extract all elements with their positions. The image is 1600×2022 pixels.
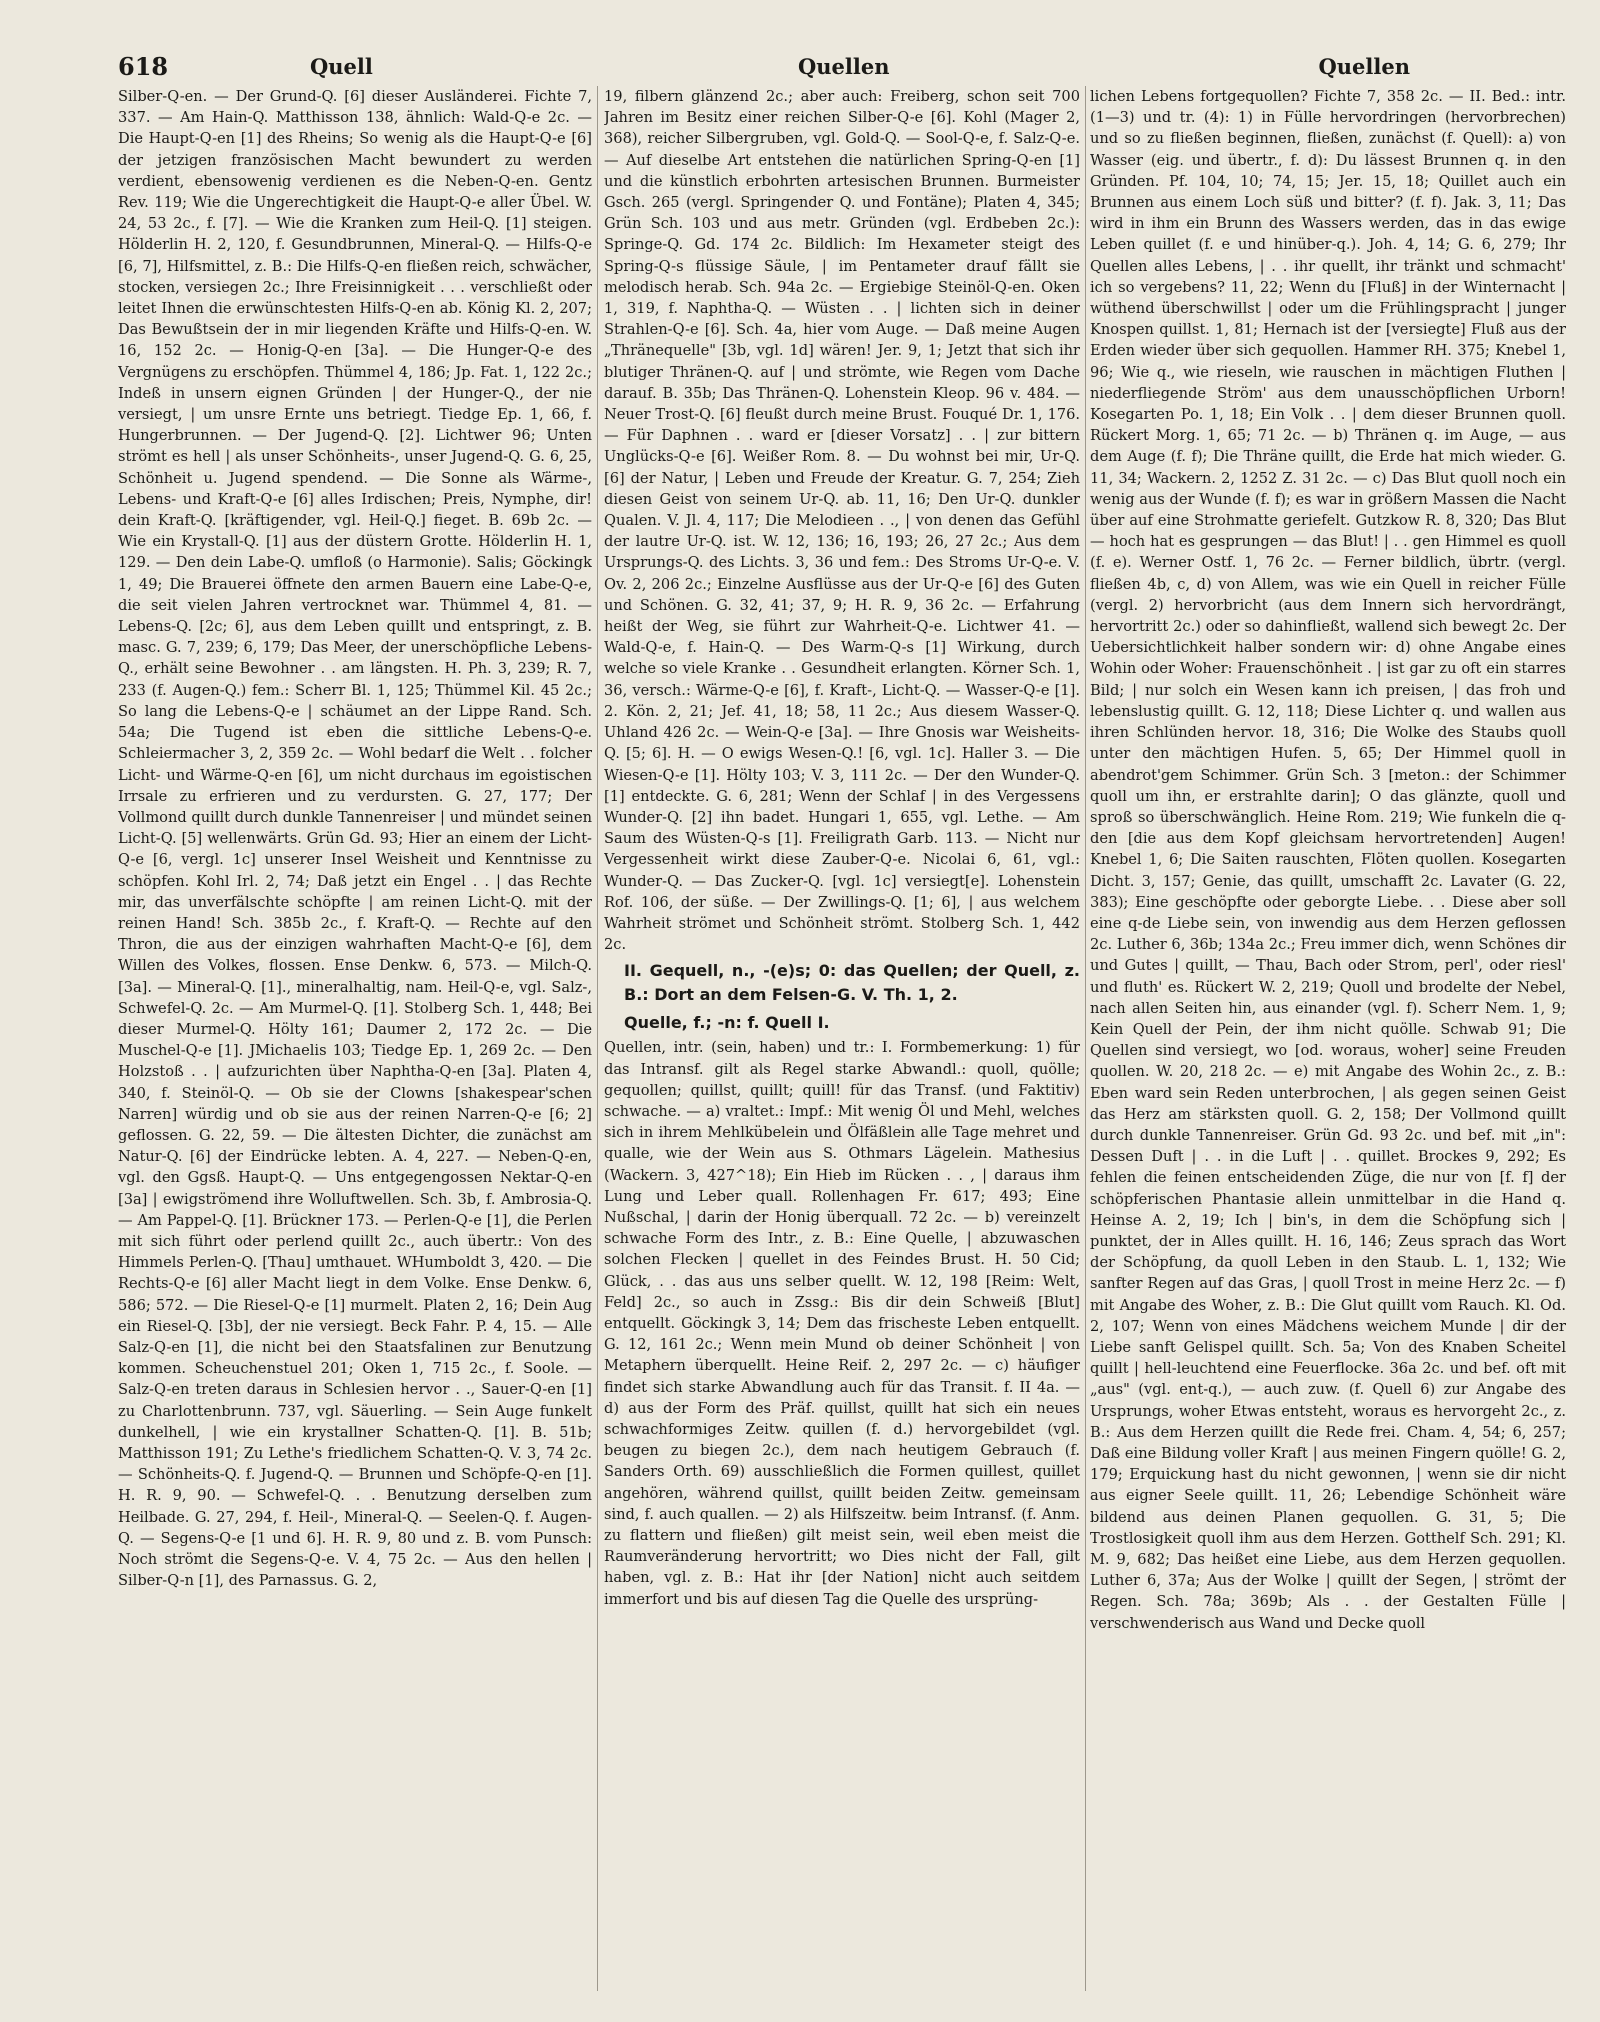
- column-2: [604, 86, 1080, 1998]
- center-headword: Quellen: [798, 54, 890, 79]
- right-headword: Quellen: [1318, 54, 1410, 79]
- page-header: [118, 52, 1560, 86]
- page-number: 618: [118, 52, 169, 81]
- column-divider: [1085, 86, 1086, 1991]
- column-text: 19, filbern glänzend 2c.; aber auch: Freiberg, schon seit 700 Jahren im Besitz einer reichen Silber-Q-e [6]. Kohl (Mager 2, 368), reicher Silbergruben, vgl. Gold-Q. — Sool-Q-e, f. Salz-Q-e. — Auf dieselbe Art entstehen die natürlichen Spring-Q-en [1] und die künstlich erbohrten artesischen Brunnen. Burmeister Gsch. 265 (vergl. Springender Q. und Fontäne); Platen 4, 345; Grün Sch. 103 und aus metr. Gründen (vgl. Erdbeben 2c.): Springe-Q. Gd. 174 2c. Bildlich: Im Hexameter steigt des Spring-Q-s flüssige Säule, | im Pentameter drauf fällt sie melodisch herab. Sch. 94a 2c. — Ergiebige Steinöl-Q-en. Oken 1, 319, f. Naphtha-Q. — Wüsten . . | lichten sich in deiner Strahlen-Q-e [6]. Sch. 4a, hier vom Auge. — Daß meine Augen „Thränequelle" [3b, vgl. 1d] wären! Jer. 9, 1; Jetzt that sich ihr blutiger Thränen-Q. auf | und strömte, wie Regen vom Dache darauf. B. 35b; Das Thränen-Q. Lohenstein Kleop. 96 v. 484. — Neuer Trost-Q. [6] fleußt durch meine Brust. Fouqué Dr. 1, 176. — Für Daphnen . . ward er [dieser Vorsatz] . . | zur bittern Unglücks-Q-e [6]. Weißer Rom. 8. — Du wohnst bei mir, Ur-Q. [6] der Natur, | Leben und Freude der Kreatur. G. 7, 254; Zieh diesen Geist von seinem Ur-Q. ab. 11, 16; Den Ur-Q. dunkler Qualen. V. Jl. 4, 117; Die Melodieen . ., | von denen das Gefühl der lautre Ur-Q. ist. W. 12, 136; 16, 193; 26, 27 2c.; Aus dem Ursprungs-Q. des Lichts. 3, 36 und fem.: Des Stroms Ur-Q-e. V. Ov. 2, 206 2c.; Einzelne Ausflüsse aus der Ur-Q-e [6] des Guten und Schönen. G. 32, 41; 37, 9; H. R. 9, 36 2c. — Erfahrung heißt der Weg, sie führt zur Wahrheit-Q-e. Lichtwer 41. — Wald-Q-e, f. Hain-Q. — Des Warm-Q-s [1] Wirkung, durch welche so viele Kranke . . Gesundheit erlangten. Körner Sch. 1, 36, versch.: Wärme-Q-e [6], f. Kraft-, Licht-Q. — Wasser-Q-e [1]. 2. Kön. 2, 21; Jef. 41, 18; 58, 11 2c.; Aus diesem Wasser-Q. Uhland 426 2c. — Wein-Q-e [3a]. — Ihre Gnosis war Weisheits-Q. [5; 6]. H. — O ewigs Wesen-Q.! [6, vgl. 1c]. Haller 3. — Die Wiesen-Q-e [1]. Hölty 103; V. 3, 111 2c. — Der den Wunder-Q. [1] entdeckte. G. 6, 281; Wenn der Schlaf | in des Vergessens Wunder-Q. [2] ihn badet. Hungari 1, 655, vgl. Lethe. — Am Saum des Wüsten-Q-s [1]. Freiligrath Garb. 113. — Nicht nur Vergessenheit wirkt diese Zauber-Q-e. Nicolai 6, 61, vgl.: Wunder-Q. — Das Zucker-Q. [vgl. 1c] versiegt[e]. Lohenstein Rof. 106, der süße. — Der Zwillings-Q. [1; 6], | aus welchem Wahrheit strömet und Schönheit strömt. Stolberg Sch. 1, 442 2c.: [604, 88, 1080, 954]
- column-text: lichen Lebens fortgequollen? Fichte 7, 358 2c. — II. Bed.: intr. (1—3) und tr. (4): 1) in Fülle hervordringen (hervorbrechen) und so zu fließen beginnen, fließen, zunächst (f. Quell): a) von Wasser (eig. und übertr., f. d): Du lässest Brunnen q. in den Gründen. Pf. 104, 10; 74, 15; Jer. 15, 18; Quillet auch ein Brunnen aus einem Loch süß und bitter? (f. f). Jak. 3, 11; Das wird in ihm ein Brunn des Wassers werden, das in das ewige Leben quillet (f. e und hinüber-q.). Joh. 4, 14; G. 6, 279; Ihr Quellen alles Lebens, | . . ihr quellt, ihr tränkt und schmacht' ich so vergebens? 11, 22; Wenn du [Fluß] in der Winternacht | wüthend überschwillst | oder um die Frühlingspracht | junger Knospen quillst. 1, 81; Hernach ist der [versiegte] Fluß aus der Erden wieder über sich gequollen. Hammer RH. 375; Knebel 1, 96; Wie q., wie rieseln, wie rauschen in mächtigen Fluthen | niederfliegende Ström' aus dem unausschöpflichen Urborn! Kosegarten Po. 1, 18; Ein Volk . . | dem dieser Brunnen quoll. Rückert Morg. 1, 65; 71 2c. — b) Thränen q. im Auge, — aus dem Auge (f. f); Die Thräne quillt, die Erde hat mich wieder. G. 11, 34; Wackern. 2, 1252 Z. 31 2c. — c) Das Blut quoll noch ein wenig aus der Wunde (f. f); es war in größern Massen die Nacht über auf eine Strohmatte geriefelt. Gutzkow R. 8, 320; Das Blut — hoch hat es gesprungen — das Blut! | . . gen Himmel es quoll (f. e). Werner Ostf. 1, 76 2c. — Ferner bildlich, übrtr. (vergl. fließen 4b, c, d) von Allem, was wie ein Quell in reicher Fülle (vergl. 2) hervorbricht (aus dem Innern sich hervordrängt, hervortritt 2c.) oder so dahinfließt, wallend sich bewegt 2c. Der Uebersichtlichkeit halber sondern wir: d) ohne Angabe eines Wohin oder Woher: Frauenschönheit . | ist gar zu oft ein starres Bild; | nur solch ein Wesen kann ich preisen, | das froh und lebenslustig quillt. G. 12, 118; Diese Lichter q. und wallen aus ihren Schlünden hervor. 18, 316; Die Wolke des Staubs quoll unter den mächtigen Hufen. 5, 65; Der Himmel quoll in abendrot'gem Schimmer. Grün Sch. 3 [meton.: der Schimmer quoll um ihn, er erstrahlte darin]; O das glänzte, quoll und sproß so überschwänglich. Heine Rom. 219; Wie funkeln die q-den [die aus dem Kopf gleichsam hervortretenden] Augen! Knebel 1, 6; Die Saiten rauschten, Flöten quollen. Kosegarten Dicht. 3, 157; Genie, das quillt, umschafft 2c. Lavater (G. 22, 383); Eine geschöpfte oder geborgte Liebe. . . Diese aber soll eine q-de Liebe sein, von inwendig aus dem Herzen geflossen 2c. Luther 6, 36b; 134a 2c.; Freu immer dich, wenn Schönes dir und Gutes | quillt, — Thau, Bach oder Strom, perl', oder riesl' und fluth' es. Rückert W. 2, 219; Quoll und brodelte der Nebel, nach allen Seiten hin, aus einander (vgl. f). Scherr Nem. 1, 9; Kein Quell der Pein, der ihm nicht quölle. Schwab 91; Die Quellen sind versiegt, wo [od. woraus, woher] seine Freuden quollen. W. 20, 218 2c. — e) mit Angabe des Wohin 2c., z. B.: Eben ward sein Reden unterbrochen, | als gegen seinen Geist das Herz am stärksten quoll. G. 2, 158; Der Vollmond quillt durch dunkle Tannenreiser. Grün Gd. 93 2c. und bef. mit „in": Dessen Duft | . . in die Luft | . . quillet. Brockes 9, 292; Es fehlen die feinen entscheidenden Züge, die nur von [f. f] der schöpferischen Phantasie allein unmittelbar in die Hand q. Heinse A. 2, 19; Ich | bin's, in dem die Schöpfung sich | punktet, der in Alles quillt. H. 16, 146; Zeus sprach das Wort der Schöpfung, da quoll Leben in den Staub. L. 1, 132; Wie sanfter Regen auf das Gras, | quoll Trost in meine Herz 2c. — f) mit Angabe des Woher, z. B.: Die Glut quillt vom Rauch. Kl. Od. 2, 107; Wenn von eines Mädchens weichem Munde | dir der Liebe sanft Gelispel quillt. Sch. 5a; Von des Knaben Scheitel quillt | hell-leuchtend eine Feuerflocke. 36a 2c. und bef. oft mit „aus" (vgl. ent-q.), — auch zuw. (f. Quell 6) zur Angabe des Ursprungs, woher Etwas entsteht, woraus es hervorgeht 2c., z. B.: Aus dem Herzen quillt die Rede frei. Cham. 4, 54; 6, 257; Daß eine Bildung voller Kraft | aus meinen Fingern quölle! G. 2, 179; Erquickung hast du nicht gewonnen, | wenn sie dir nicht aus eigner Seele quillt. 11, 26; Lebendige Schönheit wäre bildend aus deinen Planen gequollen. G. 31, 5; Die Trostlosigkeit quoll ihm aus dem Herzen. Gotthelf Sch. 291; Kl. M. 9, 682; Das heißet eine Liebe, aus dem Herzen gequollen. Luther 6, 37a; Aus der Wolke | quillt der Segen, | strömt der Regen. Sch. 78a; 369b; Als . . der Gestalten Fülle | verschwenderisch aus Wand und Decke quoll: [1090, 88, 1566, 1632]
- entry-quellen: Quellen, intr. (sein, haben) und tr.: I. Formbemerkung: 1) für das Intransf. gilt als Regel starke Abwandl.: quoll, quölle; gequollen; quillst, quillt; quill! für das Transf. (und Faktitiv) schwache. — a) vraltet.: Impf.: Mit wenig Öl und Mehl, welches sich in ihrem Mehlkübelein und Ölfäßlein alle Tage mehret und qualle, wie der Wein aus S. Othmars Lägelein. Mathesius (Wackern. 3, 427^18); Ein Hieb im Rücken . . , | daraus ihm Lung und Leber quall. Rollenhagen Fr. 617; 493; Eine Nußschal, | darin der Honig überquall. 72 2c. — b) vereinzelt schwache Form des Intr., z. B.: Eine Quelle, | abzuwaschen solchen Flecken | quellet in des Feindes Brust. H. 50 Cid; Glück, . . das aus uns selber quellt. W. 12, 198 [Reim: Welt, Feld] 2c., so auch in Zssg.: Bis dir dein Schweiß [Blut] entquellt. Göckingk 3, 14; Dem das frischeste Leben entquellt. G. 12, 161 2c.; Wenn mein Mund ob deiner Schönheit | von Metaphern überquellt. Heine Reif. 2, 297 2c. — c) häufiger findet sich starke Abwandlung auch für das Transit. f. II 4a. — d) aus der Form des Präf. quillst, quillt hat sich ein neues schwachformiges Zeitw. quillen (f. d.) hervorgebildet (vgl. beugen zu biegen 2c.), dem nach heutigem Gebrauch (f. Sanders Orth. 69) ausschließlich die Formen quillest, quillet angehören, während quillst, quillt beiden Zeitw. gemeinsam sind, f. auch quallen. — 2) als Hilfszeitw. beim Intransf. (f. Anm. zu flattern und fließen) gilt meist sein, weil eben meist die Raumveränderung hervortritt; wo Dies nicht der Fall, gilt haben, vgl. z. B.: Hat ihr [der Nation] nicht auch seitdem immerfort und bis auf diesen Tag die Quelle des ursprüng-: [604, 1039, 1080, 1608]
- entry-quelle: Quelle, f.; -n: f. Quell I.: [624, 1013, 830, 1033]
- left-headword: Quell: [310, 54, 373, 79]
- column-text: Silber-Q-en. — Der Grund-Q. [6] dieser Ausländerei. Fichte 7, 337. — Am Hain-Q. Matthisson 138, ähnlich: Wald-Q-e 2c. — Die Haupt-Q-en [1] des Rheins; So wenig als die Haupt-Q-e [6] der jetzigen französischen Macht bewundert zu werden verdient, ebensowenig verdienen es die Neben-Q-en. Gentz Rev. 119; Wie die Ungerechtigkeit die Haupt-Q-e aller Übel. W. 24, 53 2c., f. [7]. — Wie die Kranken zum Heil-Q. [1] steigen. Hölderlin H. 2, 120, f. Gesundbrunnen, Mineral-Q. — Hilfs-Q-e [6, 7], Hilfsmittel, z. B.: Die Hilfs-Q-en fließen reich, schwächer, stocken, versiegen 2c.; Ihre Freisinnigkeit . . . verschließt oder leitet Ihnen die erwünschtesten Hilfs-Q-en ab. König Kl. 2, 207; Das Bewußtsein der in mir liegenden Kräfte und Hilfs-Q-en. W. 16, 152 2c. — Honig-Q-en [3a]. — Die Hunger-Q-e des Vergnügens zu erschöpfen. Thümmel 4, 186; Jp. Fat. 1, 122 2c.; Indeß in unsern eignen Gründen | der Hunger-Q., der nie versiegt, | um unsre Ernte uns betriegt. Tiedge Ep. 1, 66, f. Hungerbrunnen. — Der Jugend-Q. [2]. Lichtwer 96; Unten strömt es hell | als unser Schönheits-, unser Jugend-Q. G. 6, 25, Schönheit u. Jugend spendend. — Die Sonne als Wärme-, Lebens- und Kraft-Q-e [6] alles Irdischen; Preis, Nymphe, dir! dein Kraft-Q. [kräftigender, vgl. Heil-Q.] fieget. B. 69b 2c. — Wie ein Krystall-Q. [1] aus der düstern Grotte. Hölderlin H. 1, 129. — Den dein Labe-Q. umfloß (o Harmonie). Salis; Göckingk 1, 49; Die Brauerei öffnete den armen Bauern eine Labe-Q-e, die seit vielen Jahren vertrocknet war. Thümmel 4, 81. — Lebens-Q. [2c; 6], aus dem Leben quillt und entspringt, z. B. masc. G. 7, 239; 6, 179; Das Meer, der unerschöpfliche Lebens-Q., erhält seine Bewohner . . am längsten. H. Ph. 3, 239; R. 7, 233 (f. Augen-Q.) fem.: Scherr Bl. 1, 125; Thümmel Kil. 45 2c.; So lang die Lebens-Q-e | schäumet an der Lippe Rand. Sch. 54a; Die Tugend ist eben die sittliche Lebens-Q-e. Schleiermacher 3, 2, 359 2c. — Wohl bedarf die Welt . . folcher Licht- und Wärme-Q-en [6], um nicht durchaus im egoistischen Irrsale zu erfrieren und zu verdursten. G. 27, 177; Der Vollmond quillt durch dunkle Tannenreiser | und mündet seinen Licht-Q. [5] wellenwärts. Grün Gd. 93; Hier an einem der Licht-Q-e [6, vergl. 1c] unserer Insel Weisheit und Kenntnisse zu schöpfen. Kohl Irl. 2, 74; Daß jetzt ein Engel . . | das Rechte mir, das unverfälschte schöpfte | am reinen Licht-Q. mit der reinen Hand! Sch. 385b 2c., f. Kraft-Q. — Rechte auf den Thron, die aus der einzigen wahrhaften Macht-Q-e [6], dem Willen des Volkes, flossen. Ense Denkw. 6, 573. — Milch-Q. [3a]. — Mineral-Q. [1]., mineralhaltig, nam. Heil-Q-e, vgl. Salz-, Schwefel-Q. 2c. — Am Murmel-Q. [1]. Stolberg Sch. 1, 448; Bei dieser Murmel-Q. Hölty 161; Daumer 2, 172 2c. — Die Muschel-Q-e [1]. JMichaelis 103; Tiedge Ep. 1, 269 2c. — Den Holzstoß . . | aufzurichten über Naphtha-Q-en [3a]. Platen 4, 340, f. Steinöl-Q. — Ob sie der Clowns [shakespear'schen Narren] würdig und ob sie aus der reinen Narren-Q-e [6; 2] geflossen. G. 22, 59. — Die ältesten Dichter, die zunächst am Natur-Q. [6] der Eindrücke lebten. A. 4, 227. — Neben-Q-en, vgl. den Ggsß. Haupt-Q. — Uns entgegengossen Nektar-Q-en [3a] | ewigströmend ihre Wolluftwellen. Sch. 3b, f. Ambrosia-Q. — Am Pappel-Q. [1]. Brückner 173. — Perlen-Q-e [1], die Perlen mit sich führt oder perlend quillt 2c., auch übertr.: Von des Himmels Perlen-Q. [Thau] umthauet. WHumboldt 3, 420. — Die Rechts-Q-e [6] aller Macht liegt in dem Volke. Ense Denkw. 6, 586; 572. — Die Riesel-Q-e [1] murmelt. Platen 2, 16; Dein Aug ein Riesel-Q. [3b], der nie versiegt. Beck Fahr. P. 4, 15. — Alle Salz-Q-en [1], die nicht bei den Staatsfalinen zur Benutzung kommen. Scheuchenstuel 201; Oken 1, 715 2c., f. Soole. — Salz-Q-en treten daraus in Schlesien hervor . ., Sauer-Q-en [1] zu Charlottenbrunn. 737, vgl. Säuerling. — Sein Auge funkelt dunkelhell, | wie ein krystallner Schatten-Q. [1]. B. 51b; Matthisson 191; Zu Lethe's friedlichem Schatten-Q. V. 3, 74 2c. — Schönheits-Q. f. Jugend-Q. — Brunnen und Schöpfe-Q-en [1]. H. R. 9, 90. — Schwefel-Q. . . Benutzung derselben zum Heilbade. G. 27, 294, f. Heil-, Mineral-Q. — Seelen-Q. f. Augen-Q. — Segens-Q-e [1 und 6]. H. R. 9, 80 und z. B. vom Punsch: Noch strömt die Segens-Q-e. V. 4, 75 2c. — Aus den hellen | Silber-Q-n [1], des Parnassus. G. 2,: [118, 88, 592, 1590]
- column-1: [118, 86, 592, 1998]
- column-divider: [597, 86, 598, 1991]
- column-3: [1090, 86, 1566, 1998]
- entry-gequell: II. Gequell, n., -(e)s; 0: das Quellen; der Quell, z. B.: Dort an dem Felsen-G. V. Th. 1, 2.: [624, 961, 1080, 1005]
